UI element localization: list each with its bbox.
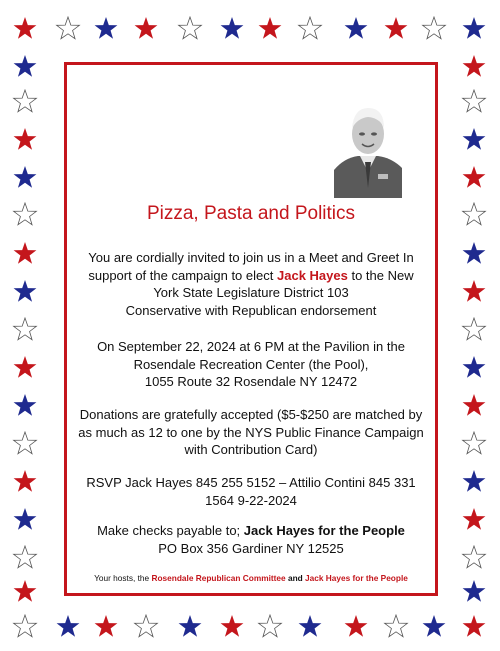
- white-star-icon: [12, 431, 38, 457]
- invite-line-4: Conservative with Republican endorsement: [125, 302, 377, 318]
- white-star-icon: [177, 16, 203, 42]
- white-star-icon: [297, 16, 323, 42]
- white-star-icon: [421, 16, 447, 42]
- blue-star-icon: [177, 614, 203, 640]
- host-2: Jack Hayes for the People: [305, 573, 408, 583]
- white-star-icon: [461, 202, 487, 228]
- checks-paragraph: [70, 522, 432, 557]
- event-line-2: Rosendale Recreation Center (the Pool),: [133, 356, 369, 372]
- white-star-icon: [12, 545, 38, 571]
- blue-star-icon: [461, 127, 487, 153]
- invite-line-3: York State Legislature District 103: [153, 285, 349, 300]
- donations-line-3: with Contribution Card): [184, 442, 318, 457]
- blue-star-icon: [55, 614, 81, 640]
- white-star-icon: [12, 89, 38, 115]
- checks-line-1: [70, 522, 432, 540]
- blue-star-icon: [12, 393, 38, 419]
- flyer-title: Pizza, Pasta and Politics: [146, 203, 356, 224]
- event-line-1: On September 22, 2024 at 6 PM at the Pavilion in the: [97, 339, 405, 354]
- candidate-name: Jack Hayes: [277, 267, 348, 283]
- event-line-3: 1055 Route 32 Rosendale NY 12472: [144, 374, 358, 389]
- hosts-line: [64, 573, 438, 583]
- white-star-icon: [383, 614, 409, 640]
- red-star-icon: [12, 579, 38, 605]
- candidate-photo: [334, 98, 402, 198]
- white-star-icon: [55, 16, 81, 42]
- invite-line-1: You are cordially invited to join us in a Meet and Greet In: [88, 250, 414, 265]
- blue-star-icon: [461, 579, 487, 605]
- white-star-icon: [12, 202, 38, 228]
- white-star-icon: [12, 317, 38, 343]
- donations-line-1: Donations are gratefully accepted ($5-$250 are matched by: [79, 407, 423, 422]
- red-star-icon: [257, 16, 283, 42]
- hosts-pre: Your hosts, the: [94, 573, 150, 583]
- blue-star-icon: [343, 16, 369, 42]
- red-star-icon: [133, 16, 159, 42]
- red-star-icon: [461, 165, 487, 191]
- red-star-icon: [12, 241, 38, 267]
- red-star-icon: [12, 355, 38, 381]
- invite-line-2-post: to the New: [351, 267, 414, 283]
- blue-star-icon: [12, 165, 38, 191]
- red-star-icon: [12, 16, 38, 42]
- red-star-icon: [12, 469, 38, 495]
- blue-star-icon: [297, 614, 323, 640]
- red-star-icon: [461, 279, 487, 305]
- red-star-icon: [461, 393, 487, 419]
- white-star-icon: [461, 545, 487, 571]
- blue-star-icon: [93, 16, 119, 42]
- red-star-icon: [219, 614, 245, 640]
- white-star-icon: [12, 614, 38, 640]
- event-details: [70, 338, 432, 391]
- white-star-icon: [461, 89, 487, 115]
- red-star-icon: [383, 16, 409, 42]
- white-star-icon: [257, 614, 283, 640]
- blue-star-icon: [461, 355, 487, 381]
- blue-star-icon: [461, 241, 487, 267]
- white-star-icon: [133, 614, 159, 640]
- blue-star-icon: [12, 507, 38, 533]
- hosts-and: and: [287, 573, 303, 583]
- invite-line-2-pre: support of the campaign to elect: [88, 267, 274, 283]
- red-star-icon: [343, 614, 369, 640]
- blue-star-icon: [219, 16, 245, 42]
- red-star-icon: [12, 127, 38, 153]
- blue-star-icon: [421, 614, 447, 640]
- invitation-paragraph: [70, 249, 432, 319]
- donations-line-2: as much as 12 to one by the NYS Public Finance Campaign: [78, 424, 424, 440]
- check-payee: Jack Hayes for the People: [243, 523, 405, 538]
- rsvp-line-1: RSVP Jack Hayes 845 255 5152 – Attilio Contini 845 331: [86, 475, 416, 490]
- rsvp-line-2: 1564 9-22-2024: [205, 492, 297, 508]
- blue-star-icon: [461, 16, 487, 42]
- white-star-icon: [461, 317, 487, 343]
- invite-line-2: [70, 267, 432, 285]
- donations-paragraph: [70, 406, 432, 459]
- blue-star-icon: [12, 54, 38, 80]
- blue-star-icon: [461, 469, 487, 495]
- checks-line-1-pre: Make checks payable to;: [97, 523, 241, 538]
- host-1: Rosendale Republican Committee: [151, 573, 286, 583]
- white-star-icon: [461, 431, 487, 457]
- blue-star-icon: [12, 279, 38, 305]
- red-star-icon: [93, 614, 119, 640]
- checks-line-2: PO Box 356 Gardiner NY 12525: [158, 540, 344, 556]
- red-star-icon: [461, 507, 487, 533]
- red-star-icon: [461, 614, 487, 640]
- rsvp-paragraph: [70, 474, 432, 509]
- red-star-icon: [461, 54, 487, 80]
